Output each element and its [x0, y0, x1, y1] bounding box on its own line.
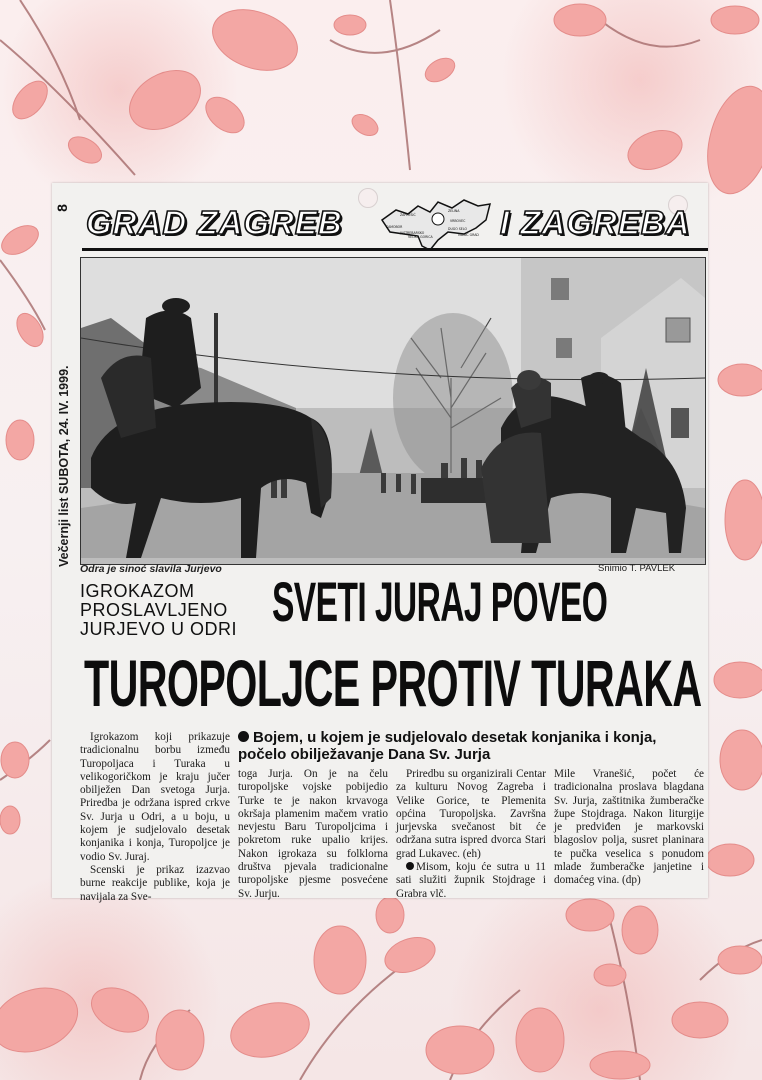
svg-text:ZAPREŠIĆ: ZAPREŠIĆ [400, 213, 416, 217]
kicker [80, 582, 270, 639]
article-column-2 [238, 768, 388, 901]
photo-credit: Snimio T. PAVLEK [598, 563, 676, 574]
masthead [82, 202, 708, 246]
bullet-icon [238, 731, 249, 742]
news-photo [80, 257, 706, 565]
svg-text:VELIKA GORICA: VELIKA GORICA [408, 235, 433, 239]
masthead-right: I ZAGREBA [500, 204, 691, 241]
article-column-3 [396, 768, 546, 901]
page-number: 8 [53, 204, 70, 212]
article-paragraph: toga Jurja. On je na čelu turopoljske vojske pobijedio Turke te je nakon krvavoga okršaja plamenim mačem vratio nevjestu Baru Turopoljcima i pokretom ruke upalio krijes. Nakon igrokaza su folklorna društva pjevala tradicionalne turopoljske pjesme posvećene Sv. Jurju. [238, 768, 388, 900]
article-paragraph: Priredbu su organizirali Centar za kulturu Novog Zagreba i Velike Gorice, te Plemenita općina Turopoljska. Završna jurjevska svečanost bit će održana sutra ispred dvorca Stari grad Lukavec. (eh) [396, 768, 546, 860]
article-paragraph: Scenski je prikaz izazvao burne reakcije publike, koja je navijala za Sve- [80, 863, 230, 903]
side-dateline-strip [54, 200, 74, 570]
headline-line-2: TUROPOLJCE PROTIV TURAKA [84, 646, 702, 720]
svg-text:JASTREBARSKO: JASTREBARSKO [400, 231, 425, 235]
bullet-icon [406, 862, 414, 870]
article-paragraph: Igrokazom koji prikazuje tradicionalnu borbu između Turopoljaca i Turaka u velikogoričkom je kraju jučer obilježen Dan svetoga Jurja. Priredba je održana ispred crkve Sv. Jurja u Odri, a u boju, u kojem je sudjelovalo desetak konjanika i konja, Turopoljce je vodio Sv. Juraj. [80, 731, 230, 863]
svg-text:DUGO SELO: DUGO SELO [448, 227, 467, 231]
headline-line-1: SVETI JURAJ POVEO [272, 570, 608, 633]
masthead-rule [82, 248, 708, 251]
subheadline [238, 729, 708, 763]
masthead-left: GRAD ZAGREB [86, 204, 343, 241]
kicker-line: PROSLAVLJENO [80, 600, 228, 620]
svg-text:IVANIĆ GRAD: IVANIĆ GRAD [458, 233, 479, 237]
kicker-line: JURJEVO U ODRI [80, 619, 238, 639]
article-column-1 [80, 731, 230, 904]
article-paragraph: Mile Vranešić, počet će tradicionalna proslava blagdana Sv. Jurja, zaštitnika žumberačke župe Stojdraga. Nakon liturgije je predviđen je markovski blagoslov polja, susret planinara te pučka veselica s ponudom mlade žumberačke janjetine i domaćeg vina. (dp) [554, 768, 704, 887]
subheadline-text: Bojem, u kojem je sudjelovalo desetak konjanika i konja, počelo obilježavanje Dana Sv. Jurja [238, 729, 657, 763]
article-column-4 [554, 768, 704, 888]
svg-text:VRBOVEC: VRBOVEC [450, 219, 466, 223]
photo-caption: Odra je sinoć slavila Jurjevo [80, 563, 222, 575]
kicker-line: IGROKAZOM [80, 581, 195, 601]
side-dateline: Večernji list SUBOTA, 24. IV. 1999. [57, 365, 71, 567]
svg-text:ZELINA: ZELINA [448, 209, 460, 213]
article-paragraph: Misom, koju će sutra u 11 sati služiti župnik Stojdrage i Grabra vlč. [396, 861, 546, 900]
svg-text:SAMOBOR: SAMOBOR [386, 225, 403, 229]
